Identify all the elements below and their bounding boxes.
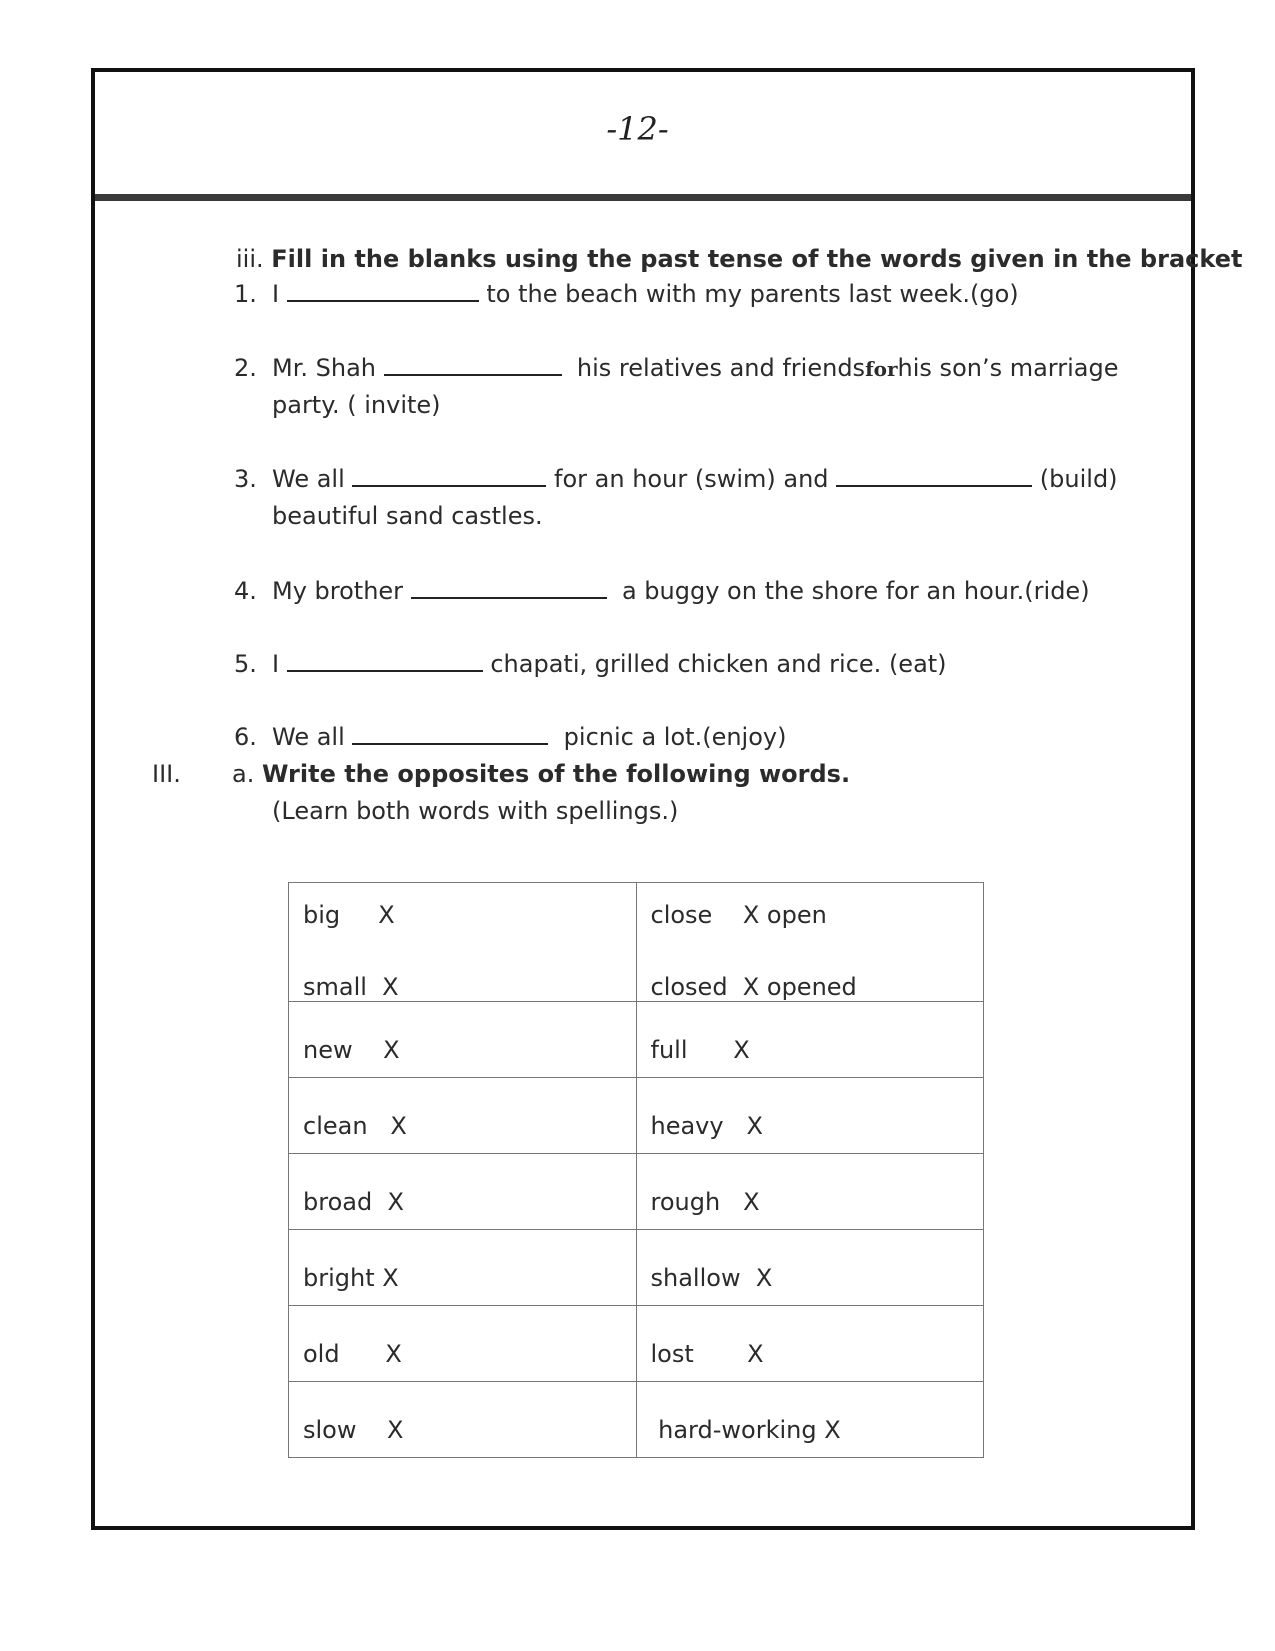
cell-text: hard-working X: [650, 1416, 841, 1444]
table-cell-word: [289, 1230, 637, 1306]
opposites-letter: a.: [232, 760, 255, 788]
blank-item-2: [234, 354, 1119, 382]
item-number: 2.: [234, 354, 257, 382]
answer-blank[interactable]: [287, 282, 479, 302]
blanks-heading-text: Fill in the blanks using the past tense of the words given in the bracket: [271, 245, 1243, 273]
item-text-after-2: his son’s marriage: [897, 354, 1119, 382]
answer-blank[interactable]: [352, 467, 546, 487]
item-text-before: We all: [272, 723, 345, 751]
cell-text: small X: [303, 973, 399, 1001]
table-cell-word: [636, 1382, 984, 1458]
table-cell-word: [636, 883, 984, 1002]
answer-blank[interactable]: [836, 467, 1032, 487]
item-text-after: his relatives and friends: [576, 354, 866, 382]
blanks-heading-numeral: iii.: [236, 245, 264, 273]
opposites-heading: [232, 760, 850, 788]
item-text-after: chapati, grilled chicken and rice. (eat): [490, 650, 947, 678]
item-number: 1.: [234, 280, 257, 308]
blank-item-2-continuation: party. ( invite): [272, 391, 441, 419]
page-number: -12-: [606, 110, 669, 148]
item-number: 4.: [234, 577, 257, 605]
table-row: [289, 1002, 984, 1078]
cell-text: heavy X: [650, 1112, 763, 1140]
opposites-note: (Learn both words with spellings.): [272, 797, 679, 825]
item-text-before: Mr. Shah: [272, 354, 376, 382]
table-cell-word: [289, 1382, 637, 1458]
item-text-before: We all: [272, 465, 345, 493]
opposites-roman-numeral: III.: [152, 760, 181, 788]
cell-text: lost X: [650, 1340, 764, 1368]
table-cell-word: [636, 1078, 984, 1154]
item-number: 5.: [234, 650, 257, 678]
table-cell-word: [289, 883, 637, 1002]
opposites-heading-text: Write the opposites of the following words.: [261, 760, 851, 788]
answer-blank[interactable]: [411, 579, 607, 599]
cell-text: new X: [303, 1036, 400, 1064]
cell-text: bright X: [303, 1264, 399, 1292]
cell-text: clean X: [303, 1112, 407, 1140]
table-cell-word: [636, 1230, 984, 1306]
item-text-after: (build): [1039, 465, 1118, 493]
table-cell-word: [289, 1154, 637, 1230]
table-row: [289, 1230, 984, 1306]
item-number: 6.: [234, 723, 257, 751]
item-number: 3.: [234, 465, 257, 493]
item-text-mid: for an hour (swim) and: [554, 465, 829, 493]
cell-text: rough X: [650, 1188, 760, 1216]
answer-blank[interactable]: [352, 725, 548, 745]
table-row: [289, 1154, 984, 1230]
cell-text: broad X: [303, 1188, 404, 1216]
table-cell-word: [289, 1002, 637, 1078]
handwritten-insertion: for: [865, 357, 898, 381]
item-text-after: a buggy on the shore for an hour.(ride): [621, 577, 1090, 605]
blanks-heading: [236, 245, 1242, 273]
cell-text: full X: [650, 1036, 750, 1064]
cell-text: closed X opened: [650, 973, 857, 1001]
item-text-after: to the beach with my parents last week.(go): [486, 280, 1019, 308]
cell-text: old X: [303, 1340, 402, 1368]
blank-item-3: [234, 465, 1118, 493]
table-cell-word: [636, 1002, 984, 1078]
item-text-before: I: [272, 650, 280, 678]
header-divider: [95, 194, 1191, 201]
table-cell-word: [636, 1154, 984, 1230]
table-row: [289, 1078, 984, 1154]
blank-item-5: [234, 650, 947, 678]
table-row: [289, 1382, 984, 1458]
item-text-before: I: [272, 280, 280, 308]
table-cell-word: [636, 1306, 984, 1382]
answer-blank[interactable]: [384, 356, 562, 376]
opposites-table: [288, 882, 984, 1458]
table-row: [289, 883, 984, 1002]
blank-item-4: [234, 577, 1090, 605]
table-cell-word: [289, 1306, 637, 1382]
item-text-after: picnic a lot.(enjoy): [563, 723, 787, 751]
cell-text: big X: [303, 901, 395, 929]
cell-text: slow X: [303, 1416, 404, 1444]
blank-item-1: [234, 280, 1019, 308]
blank-item-6: [234, 723, 786, 751]
cell-text: close X open: [650, 901, 827, 929]
blank-item-3-continuation: beautiful sand castles.: [272, 502, 543, 530]
cell-text: shallow X: [650, 1264, 773, 1292]
item-text-before: My brother: [272, 577, 404, 605]
table-row: [289, 1306, 984, 1382]
answer-blank[interactable]: [287, 652, 483, 672]
table-cell-word: [289, 1078, 637, 1154]
